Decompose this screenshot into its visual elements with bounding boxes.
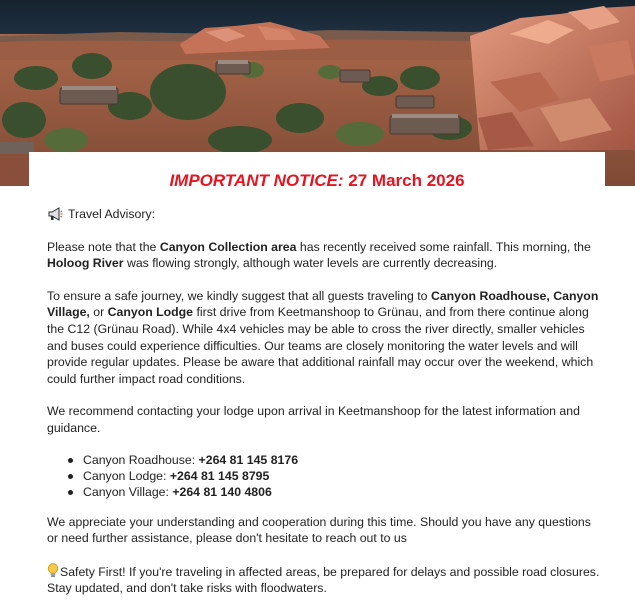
paragraph-contact: We recommend contacting your lodge upon arrival in Keetmanshoop for the latest information and guidance. — [47, 404, 580, 435]
list-item: Canyon Roadhouse: +264 81 145 8176 — [83, 452, 602, 468]
phone-number: +264 81 140 4806 — [172, 484, 272, 499]
advisory-label: Travel Advisory: — [68, 207, 156, 221]
phone-number: +264 81 145 8795 — [169, 468, 270, 483]
list-item: Canyon Village: +264 81 140 4806 — [83, 484, 602, 500]
phone-number: +264 81 145 8176 — [198, 452, 299, 467]
contact-list — [47, 452, 602, 500]
safety-note: Safety First! If you're traveling in affected areas, be prepared for delays and possible road closures. Stay updated, and don't take risks with floodwaters. — [47, 564, 600, 596]
paragraph-route: To ensure a safe journey, we kindly suggest that all guests traveling to Canyon Roadhouse, Canyon Village, or Canyon Lodge first drive from Keetmanshoop to Grünau, and from there continue along the C12 (Grünau Road). While 4x4 vehicles may be able to cross the river directly, smaller vehicles and buses could experience difficulties. Our teams are closely monitoring the water levels and will provide regular updates. Please be aware that additional rainfall may occur over the weekend, which could further impact road conditions. — [47, 288, 599, 386]
lightbulb-icon — [47, 563, 59, 578]
notice-panel — [29, 152, 605, 607]
paragraph-rainfall: Please note that the Canyon Collection area has recently received some rainfall. This morning, the Holoog River was flowing strongly, although water levels are currently decreasing. — [47, 239, 591, 271]
notice-heading — [29, 171, 605, 191]
notice-content — [47, 206, 602, 597]
travel-advisory — [47, 206, 602, 223]
notice-date: 27 March 2026 — [348, 171, 465, 190]
megaphone-icon — [47, 207, 63, 221]
list-item: Canyon Lodge: +264 81 145 8795 — [83, 468, 602, 484]
paragraph-appreciation: We appreciate your understanding and cooperation during this time. Should you have any questions or need further assistance, please don't hesitate to reach out to us — [47, 514, 591, 546]
notice-title: IMPORTANT NOTICE: — [169, 171, 344, 190]
